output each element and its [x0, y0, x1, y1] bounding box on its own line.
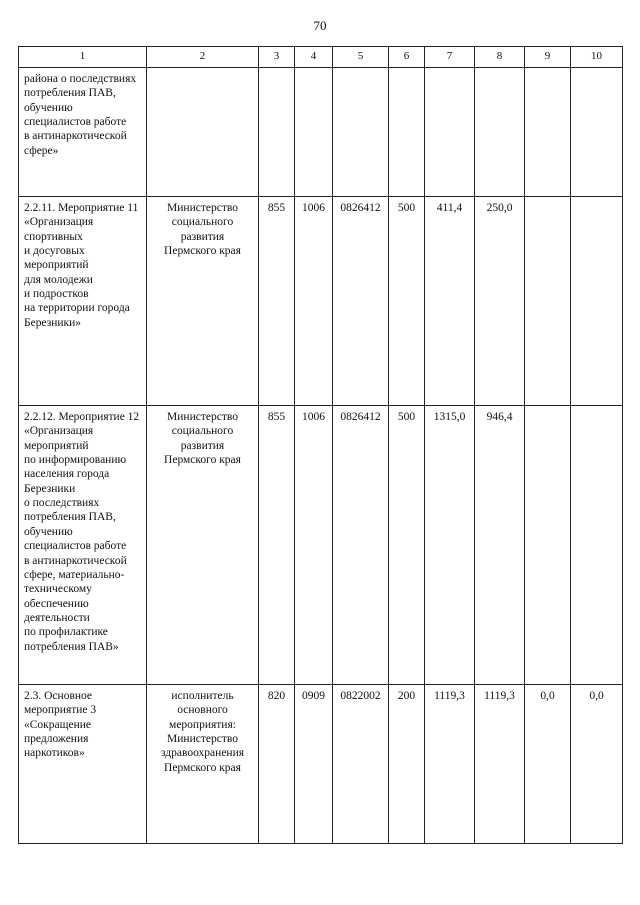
code-cell: 855: [259, 405, 295, 684]
amount-cell: 250,0: [475, 196, 525, 405]
measure-description: 2.3. Основное мероприятие 3 «Сокращение предложения наркотиков»: [19, 684, 147, 843]
column-header: 5: [333, 47, 389, 68]
code-cell: [389, 67, 425, 196]
code-cell: 0826412: [333, 196, 389, 405]
column-header: 1: [19, 47, 147, 68]
executor-cell: [147, 67, 259, 196]
column-header: 9: [525, 47, 571, 68]
code-cell: [259, 67, 295, 196]
amount-cell: 1119,3: [475, 684, 525, 843]
measure-description: района о последствиях потребления ПАВ, обучению специалистов работе в антинаркотической сфере»: [19, 67, 147, 196]
measure-description: 2.2.12. Мероприятие 12 «Организация мероприятий по информированию населения города Березники о последствиях потребления ПАВ, обучению специалистов работе в антинаркотической сфере, материально- техническому обеспечению деятельности по профилактике потребления ПАВ»: [19, 405, 147, 684]
table-row: [19, 67, 623, 196]
code-cell: 0909: [295, 684, 333, 843]
amount-cell: 411,4: [425, 196, 475, 405]
budget-table: [18, 46, 623, 844]
amount-cell: 0,0: [571, 684, 623, 843]
column-header: 2: [147, 47, 259, 68]
code-cell: [295, 67, 333, 196]
amount-cell: [571, 67, 623, 196]
amount-cell: [525, 196, 571, 405]
table-row: [19, 684, 623, 843]
amount-cell: [571, 405, 623, 684]
amount-cell: 1315,0: [425, 405, 475, 684]
column-header: 4: [295, 47, 333, 68]
amount-cell: 946,4: [475, 405, 525, 684]
column-header: 6: [389, 47, 425, 68]
code-cell: 1006: [295, 405, 333, 684]
amount-cell: [475, 67, 525, 196]
amount-cell: 1119,3: [425, 684, 475, 843]
amount-cell: [425, 67, 475, 196]
amount-cell: [525, 67, 571, 196]
column-number-row: [19, 47, 623, 68]
code-cell: 820: [259, 684, 295, 843]
column-header: 3: [259, 47, 295, 68]
executor-cell: Министерство социального развития Пермского края: [147, 196, 259, 405]
code-cell: 500: [389, 196, 425, 405]
table-row: [19, 196, 623, 405]
amount-cell: [525, 405, 571, 684]
column-header: 7: [425, 47, 475, 68]
column-header: 8: [475, 47, 525, 68]
code-cell: 500: [389, 405, 425, 684]
measure-description: 2.2.11. Мероприятие 11 «Организация спортивных и досуговых мероприятий для молодежи и подростков на территории города Березники»: [19, 196, 147, 405]
code-cell: 855: [259, 196, 295, 405]
column-header: 10: [571, 47, 623, 68]
code-cell: 0826412: [333, 405, 389, 684]
page-number: 70: [313, 18, 327, 33]
code-cell: [333, 67, 389, 196]
executor-cell: Министерство социального развития Пермского края: [147, 405, 259, 684]
code-cell: 1006: [295, 196, 333, 405]
executor-cell: исполнитель основного мероприятия: Министерство здравоохранения Пермского края: [147, 684, 259, 843]
amount-cell: [571, 196, 623, 405]
table-row: [19, 405, 623, 684]
code-cell: 200: [389, 684, 425, 843]
amount-cell: 0,0: [525, 684, 571, 843]
code-cell: 0822002: [333, 684, 389, 843]
